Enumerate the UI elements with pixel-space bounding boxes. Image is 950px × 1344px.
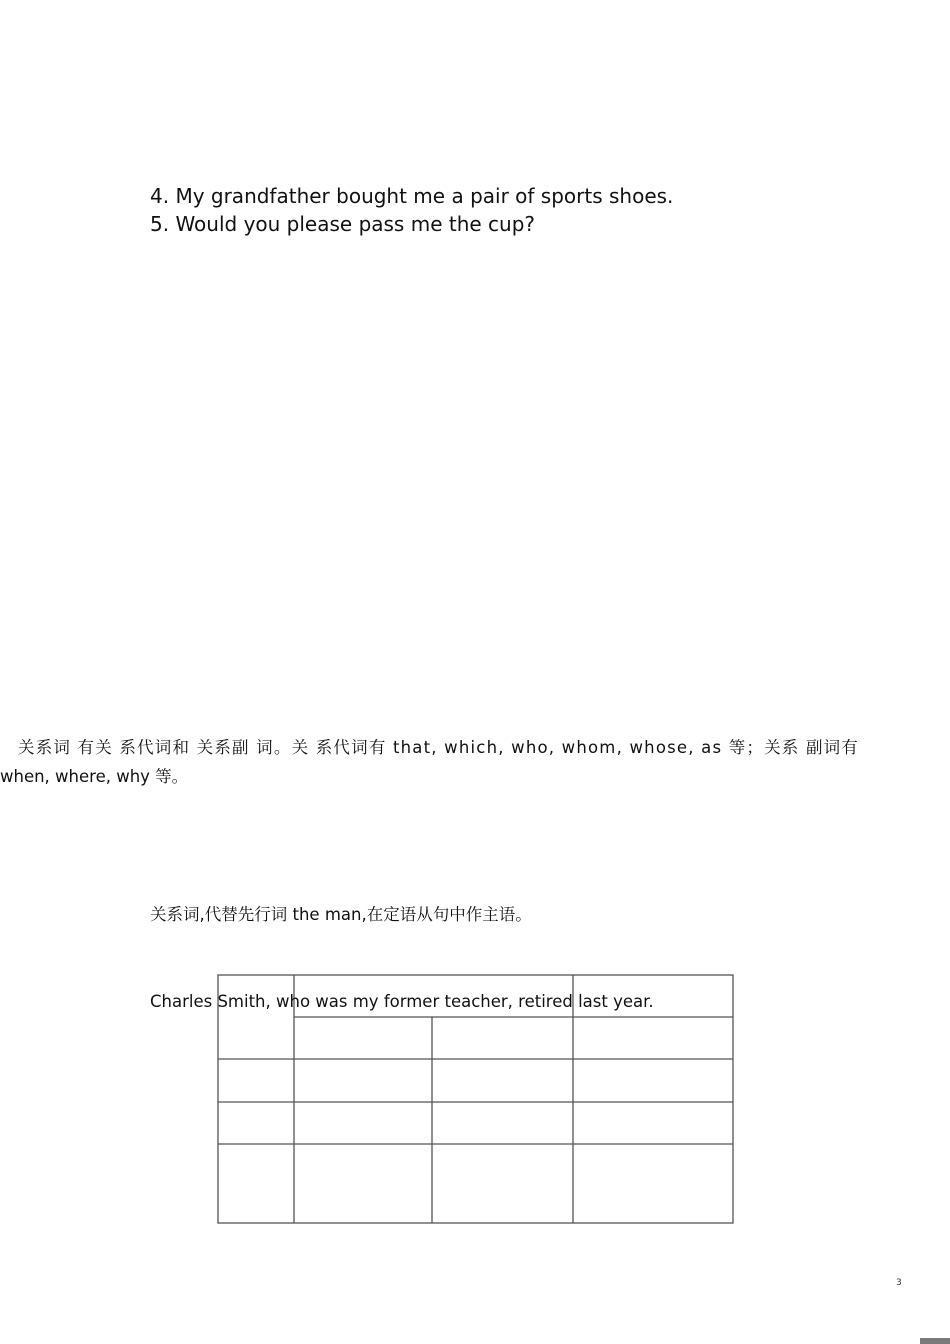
sentence-5: 5. Would you please pass me the cup? bbox=[150, 212, 536, 236]
page-number: 3 bbox=[896, 1278, 902, 1288]
relative-words-paragraph-line-1: 关系词 有关 系代词和 关系副 词。关 系代词有 that, which, who, whom, whose, as 等；关系 副词有 bbox=[18, 738, 860, 757]
example-sentence: Charles Smith, who was my former teacher, retired last year. bbox=[150, 992, 654, 1011]
relative-word-note: 关系词,代替先行词 the man,在定语从句中作主语。 bbox=[150, 905, 532, 924]
sentence-4: 4. My grandfather bought me a pair of sports shoes. bbox=[150, 184, 674, 208]
relative-words-paragraph-line-2: when, where, why 等。 bbox=[0, 767, 189, 786]
